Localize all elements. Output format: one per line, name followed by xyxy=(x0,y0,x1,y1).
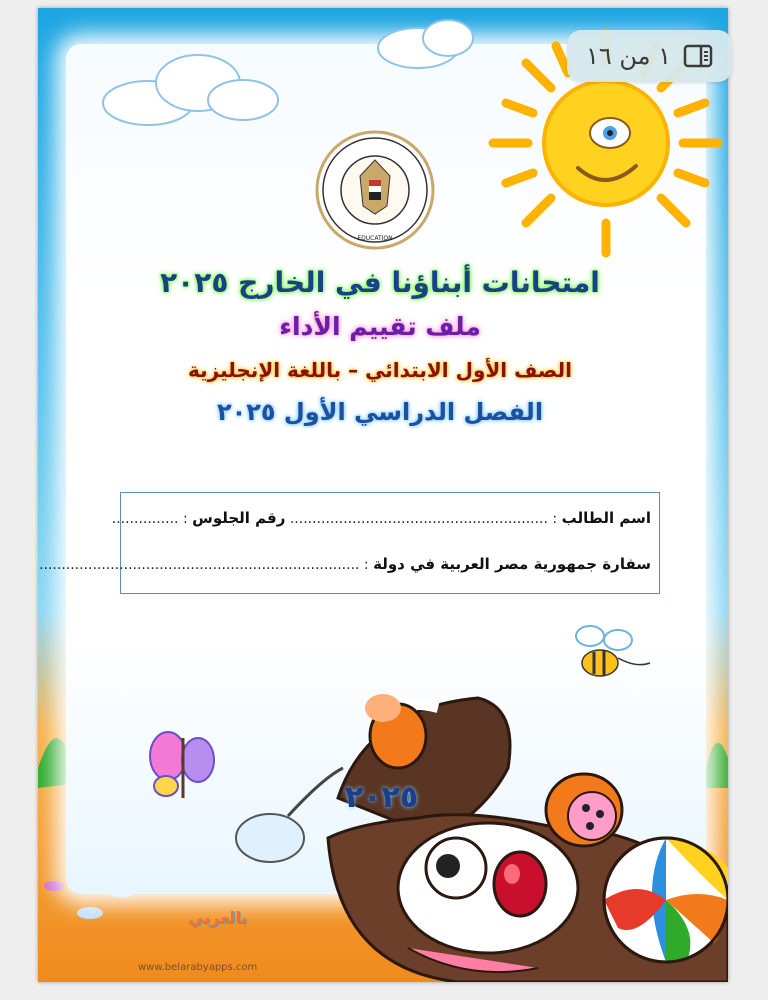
student-name-label: اسم الطالب xyxy=(561,509,651,527)
beach-ball-icon xyxy=(604,838,728,962)
cloud-top xyxy=(378,20,473,68)
term-subtitle: الفصل الدراسي الأول ٢٠٢٥ xyxy=(216,398,544,426)
website-url: www.belarabyapps.com xyxy=(138,962,258,973)
seat-number-field[interactable]: : ............... xyxy=(111,511,188,527)
brand-logo: بالعربي xyxy=(188,908,248,927)
logo-ring-text: EDUCATION xyxy=(357,235,393,242)
cloud-left xyxy=(103,55,278,125)
page-indicator[interactable] xyxy=(567,30,732,82)
student-name-field[interactable]: : .......................................................... xyxy=(289,511,558,527)
grade-subtitle: الصف الأول الابتدائي – باللغة الإنجليزية xyxy=(187,358,572,382)
file-title: ملف تقييم الأداء xyxy=(279,312,481,341)
butterfly-icon xyxy=(150,732,214,798)
page-view-icon[interactable] xyxy=(683,44,713,68)
student-row xyxy=(112,509,651,527)
seat-number-label: رقم الجلوس xyxy=(192,509,286,527)
exam-title: امتحانات أبناؤنا في الخارج ٢٠٢٥ xyxy=(160,266,600,299)
balloon-icon xyxy=(236,768,343,862)
embassy-label: سفارة جمهورية مصر العربية في دولة xyxy=(373,555,651,573)
embassy-row xyxy=(39,555,651,573)
bee-icon xyxy=(576,626,650,676)
year-label: ٢٠٢٥ xyxy=(345,780,419,815)
embassy-field[interactable]: : ........................................................................ xyxy=(39,557,369,573)
student-info-box xyxy=(39,492,660,594)
ministry-emblem-icon xyxy=(317,132,433,248)
page-count: ١ من ١٦ xyxy=(585,42,672,70)
glove-right-icon xyxy=(546,774,622,846)
